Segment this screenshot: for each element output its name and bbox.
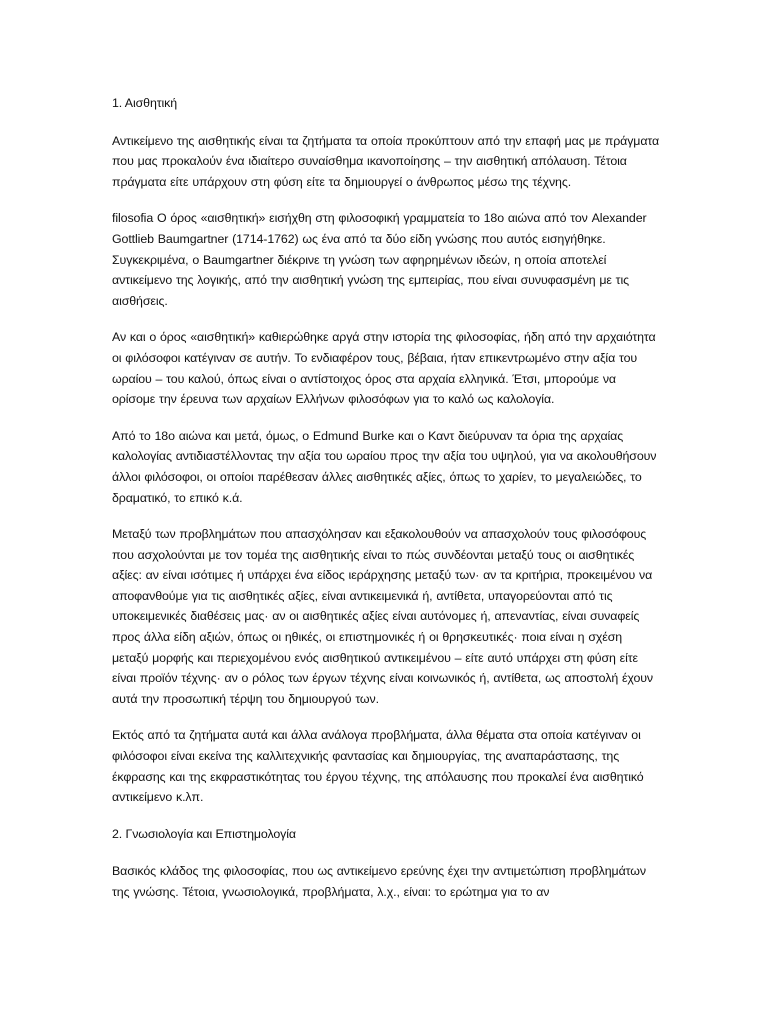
document-page — [112, 93, 660, 919]
paragraph-epistemology-intro: Βασικός κλάδος της φιλοσοφίας, που ως αντικείμενο ερεύνης έχει την αντιμετώπιση προβλημάτων της γνώσης. Τέτοια, γνωσιολογικά, προβλήματα, λ.χ., είναι: το ερώτημα για το αν — [112, 864, 646, 899]
paragraph-ancient-kalology: Αν και ο όρος «αισθητική» καθιερώθηκε αργά στην ιστορία της φιλοσοφίας, ήδη από την αρχαιότητα οι φιλόσοφοι κατέγιναν σε αυτήν. Το ενδιαφέρον τους, βέβαια, ήταν επικεντρωμένο στην αξία του ωραίου – του καλού, όπως είναι ο αντίστοιχος όρος στα αρχαία ελληνικά. Έτσι, μπορούμε να ορίσομε την έρευνα των αρχαίων Ελλήνων φιλοσόφων για το καλό ως καλολογία. — [112, 330, 656, 407]
paragraph-other-topics: Εκτός από τα ζητήματα αυτά και άλλα ανάλογα προβλήματα, άλλα θέματα στα οποία κατέγιναν οι φιλόσοφοι είναι εκείνα της καλλιτεχνικής φαντασίας και δημιουργίας, της αναπαράστασης, της έκφρασης και της εκφραστικότητας του έργου τέχνης, της απόλαυσης που προκαλεί ένα αισθητικό αντικείμενο κ.λπ. — [112, 728, 644, 805]
paragraph-aesthetic-problems: Μεταξύ των προβλημάτων που απασχόλησαν και εξακολουθούν να απασχολούν τους φιλοσόφους που ασχολούνται με τον τομέα της αισθητικής είναι το πώς συνδέονται μεταξύ τους οι αισθητικές αξίες: αν είναι ισότιμες ή υπάρχει ένα είδος ιεράρχησης μεταξύ των· αν τα κριτήρια, προκειμένου να αποφανθούμε για τις αισθητικές αξίες, είναι αντικειμενικά ή, αντίθετα, υπαγορεύονται από τις υποκειμενικές διαθέσεις μας· αν οι αισθητικές αξίες είναι αυτόνομες ή, απεναντίας, είναι συναφείς προς άλλα είδη αξιών, όπως οι ηθικές, οι επιστημονικές ή οι θρησκευτικές· ποια είναι η σχέση μεταξύ μορφής και περιεχομένου ενός αισθητικού αντικειμένου – είτε αυτό υπάρχει στη φύση είτε είναι προϊόν τέχνης· αν ο ρόλος των έργων τέχνης είναι κοινωνικός ή, αντίθετα, ως αποστολή έχουν αυτά την προσωπική τέρψη του δημιουργού των. — [112, 527, 654, 706]
paragraph-aesthetics-definition: Αντικείμενο της αισθητικής είναι τα ζητήματα τα οποία προκύπτουν από την επαφή μας με πράγματα που μας προκαλούν ένα ιδιαίτερο συναίσθημα ικανοποίησης – την αισθητική απόλαυση. Τέτοια πράγματα είτε υπάρχουν στη φύση είτε τα δημιουργεί ο άνθρωπος μέσω της τέχνης. — [112, 133, 660, 189]
section-heading-aesthetics: 1. Αισθητική — [112, 96, 178, 110]
section-heading-epistemology: 2. Γνωσιολογία και Επιστημολογία — [112, 826, 296, 841]
paragraph-burke-kant: Από το 18ο αιώνα και μετά, όμως, ο Edmund Burke και ο Καντ διεύρυναν τα όρια της αρχαίας καλολογίας αντιδιαστέλλοντας την αξία του ωραίου προς την αξία του υψηλού, για να ακολουθήσουν άλλοι φιλόσοφοι, οι οποίοι παρέθεσαν άλλες αισθητικές αξίες, όπως το χαρίεν, το μεγαλειώδες, το δραματικό, το επικό κ.ά. — [112, 428, 657, 505]
paragraph-term-origin: filosofia Ο όρος «αισθητική» εισήχθη στη φιλοσοφική γραμματεία το 18ο αιώνα από τον Alexander Gottlieb Baumgartner (1714-1762) ως ένα από τα δύο είδη γνώσης που αυτός εισηγήθηκε. Συγκεκριμένα, ο Baumgartner διέκρινε τη γνώση των αφηρημένων ιδεών, η οποία αποτελεί αντικείμενο της λογικής, από την αισθητική γνώση της εμπειρίας, που είναι συνυφασμένη με τις αισθήσεις. — [112, 211, 647, 308]
